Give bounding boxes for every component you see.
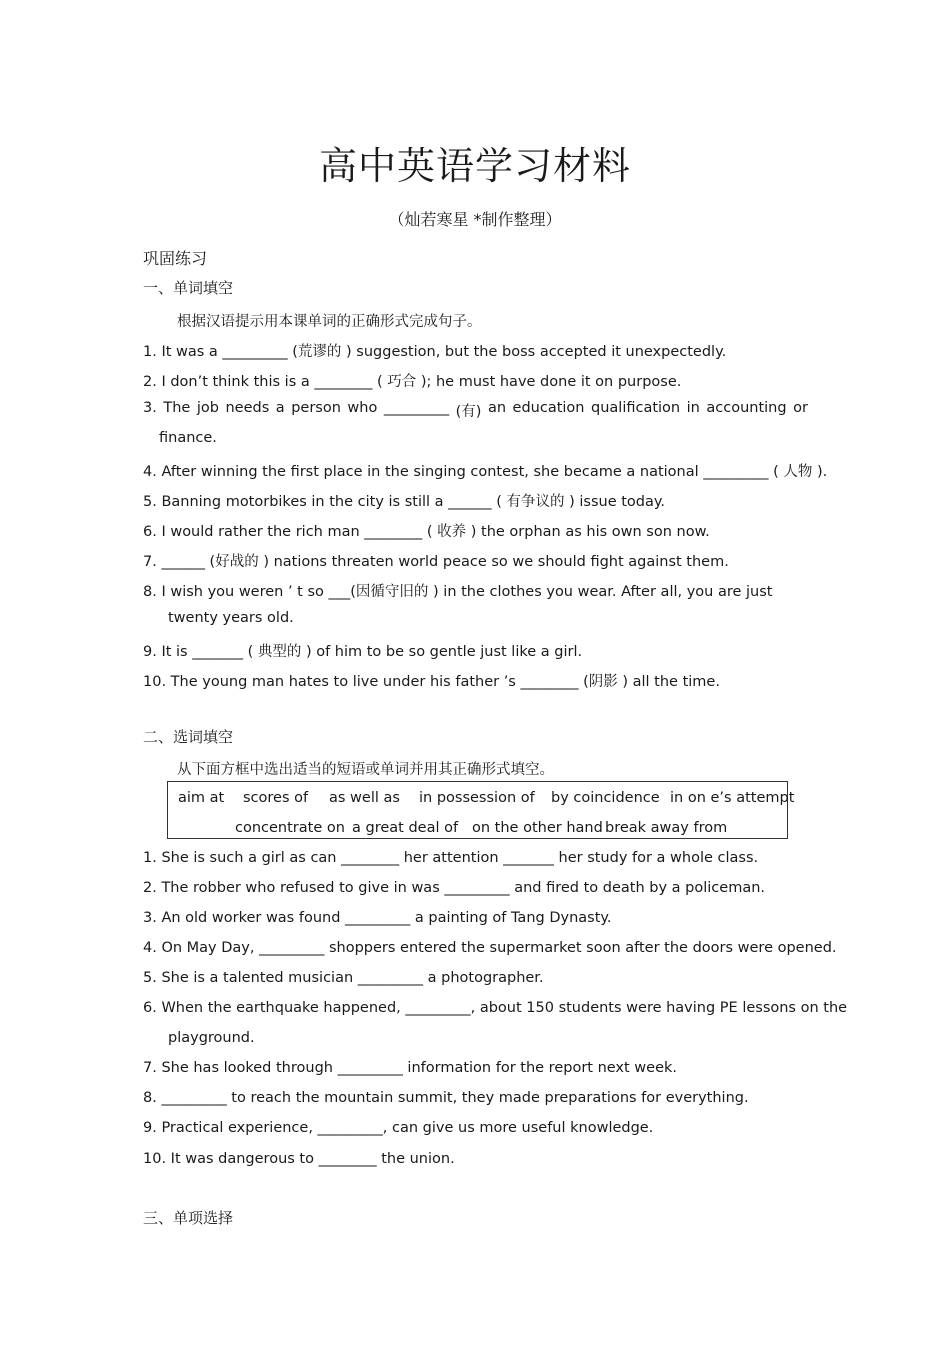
section1-instruction: 根据汉语提示用本课单词的正确形式完成句子。 bbox=[177, 314, 482, 330]
question-1-3: 3. The job needs a person who _________ (有) an education qualification in accounting or bbox=[143, 400, 808, 420]
question-1-8: 8. I wish you weren ’ t so ___(因循守旧的 ) in the clothes you wear. After all, you are just bbox=[143, 584, 773, 600]
word-bank-item: break away from bbox=[605, 820, 728, 836]
question-2-3: 3. An old worker was found _________ a painting of Tang Dynasty. bbox=[143, 910, 612, 926]
question-2-2: 2. The robber who refused to give in was _________ and fired to death by a policeman. bbox=[143, 880, 765, 896]
question-1-4: 4. After winning the first place in the singing contest, she became a national _________ ( 人物 ). bbox=[143, 464, 828, 480]
section2-instruction: 从下面方框中选出适当的短语或单词并用其正确形式填空。 bbox=[177, 762, 554, 778]
section3-label: 三、单项选择 bbox=[143, 1209, 234, 1227]
word-bank-item: as well as bbox=[329, 790, 400, 806]
question-2-6: 6. When the earthquake happened, _________, about 150 students were having PE lessons on the bbox=[143, 1000, 848, 1016]
word-bank-item: in on e’s attempt bbox=[670, 790, 795, 806]
word-bank-item: on the other hand bbox=[472, 820, 603, 836]
question-2-5: 5. She is a talented musician _________ a photographer. bbox=[143, 970, 544, 986]
question-1-2: 2. I don’t think this is a ________ ( 巧合 ); he must have done it on purpose. bbox=[143, 374, 682, 390]
question-2-8: 8. _________ to reach the mountain summit, they made preparations for everything. bbox=[143, 1090, 749, 1106]
word-bank-item: a great deal of bbox=[352, 820, 459, 836]
question-1-10: 10. The young man hates to live under his father ’s ________ (阴影 ) all the time. bbox=[143, 674, 720, 690]
question-2-4: 4. On May Day, _________ shoppers entered the supermarket soon after the doors were opened. bbox=[143, 940, 837, 956]
word-bank-box bbox=[167, 781, 795, 839]
section1-label: 一、单词填空 bbox=[143, 279, 234, 297]
question-1-1: 1. It was a _________ (荒谬的 ) suggestion, but the boss accepted it unexpectedly. bbox=[143, 344, 727, 360]
question-1-9: 9. It is _______ ( 典型的 ) of him to be so gentle just like a girl. bbox=[143, 644, 583, 660]
page-subtitle: （灿若寒星 *制作整理） bbox=[388, 210, 562, 229]
question-1-7: 7. ______ (好战的 ) nations threaten world peace so we should fight against them. bbox=[143, 554, 729, 570]
word-bank-item: by coincidence bbox=[551, 790, 660, 806]
word-bank-item: scores of bbox=[243, 790, 309, 806]
question-2-9: 9. Practical experience, _________, can give us more useful knowledge. bbox=[143, 1120, 654, 1136]
question-1-3-continued: finance. bbox=[159, 430, 217, 446]
question-2-10: 10. It was dangerous to ________ the union. bbox=[143, 1151, 455, 1167]
word-bank-item: aim at bbox=[178, 790, 225, 806]
question-2-6-continued: playground. bbox=[168, 1030, 255, 1046]
section2-label: 二、选词填空 bbox=[143, 728, 234, 746]
question-1-5: 5. Banning motorbikes in the city is still a ______ ( 有争议的 ) issue today. bbox=[143, 494, 666, 510]
word-bank-item: concentrate on bbox=[235, 820, 345, 836]
page-title: 高中英语学习材料 bbox=[318, 144, 631, 188]
question-1-6: 6. I would rather the rich man ________ ( 收养 ) the orphan as his own son now. bbox=[143, 524, 710, 540]
exercise-heading: 巩固练习 bbox=[143, 249, 208, 268]
word-bank-item: in possession of bbox=[419, 790, 535, 806]
question-2-1: 1. She is such a girl as can ________ her attention _______ her study for a whole class. bbox=[143, 850, 759, 866]
question-1-8-continued: twenty years old. bbox=[168, 610, 294, 626]
question-2-7: 7. She has looked through _________ information for the report next week. bbox=[143, 1060, 678, 1076]
